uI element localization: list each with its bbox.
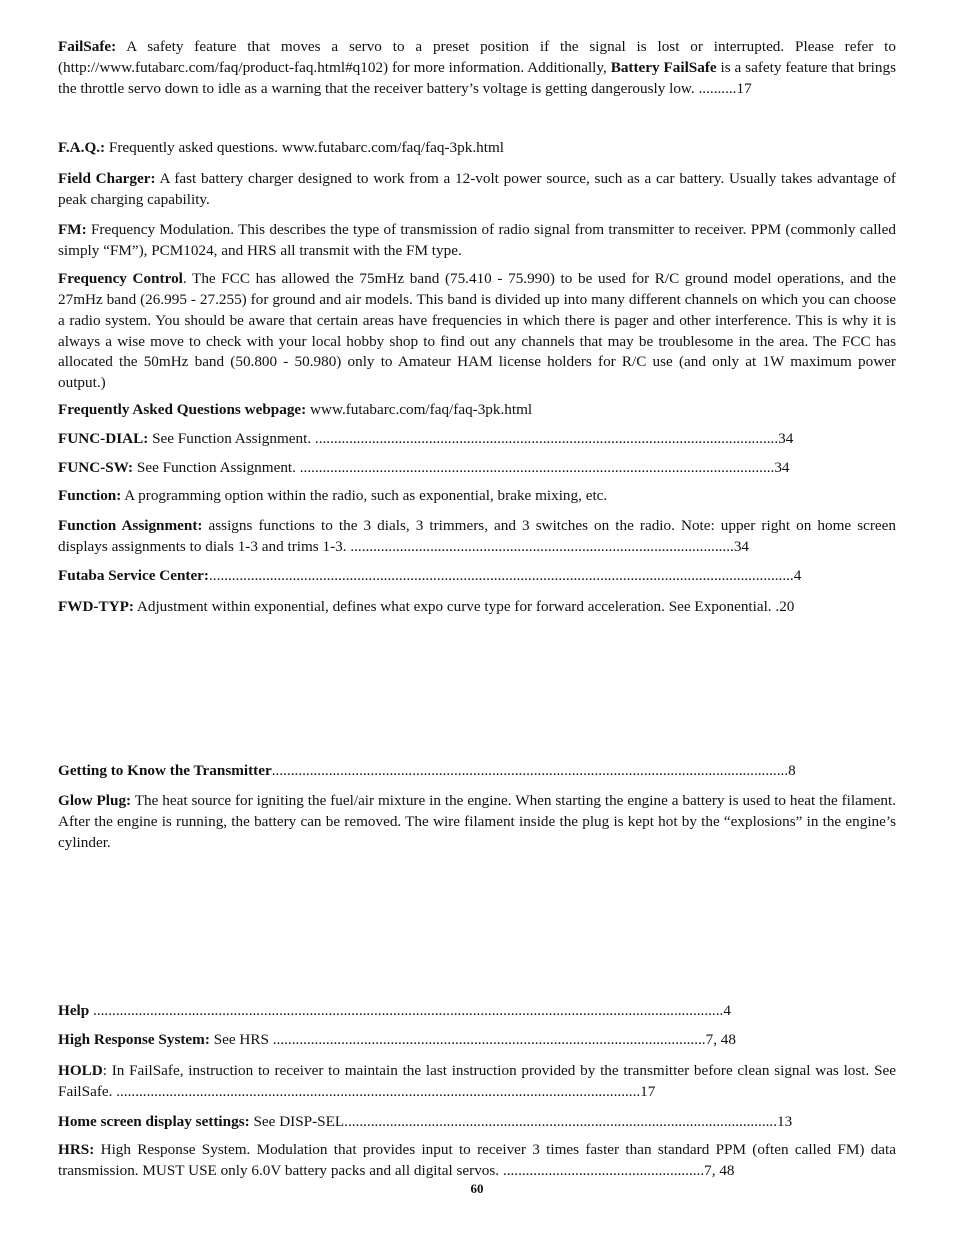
entry-func-sw bbox=[58, 458, 896, 479]
entry-high-response-system bbox=[58, 1030, 896, 1051]
definition-field-charger: A fast battery charger designed to work from a 12-volt power source, such as a car battery. Usually takes advantage of peak charging capability. bbox=[58, 170, 896, 208]
definition-failsafe: A safety feature that moves a servo to a preset position if the signal is lost or interrupted. Please refer to (http://www.futabarc.com/faq/product-faq.html#q102) for more information. Additionally, bbox=[58, 38, 896, 76]
definition-home-screen: See DISP-SEL..................................................................................................................13 bbox=[249, 1113, 793, 1131]
entry-help bbox=[58, 1001, 896, 1022]
definition-glow-plug: The heat source for igniting the fuel/air mixture in the engine. When starting the engine a battery is used to heat the filament. After the engine is running, the battery can be removed. The wire filament inside the plug is kept hot by the “explosions” in the engine’s cylinder. bbox=[58, 792, 896, 851]
entry-futaba-service-center bbox=[58, 566, 896, 587]
term-faq: F.A.Q.: bbox=[58, 139, 106, 157]
entry-hold bbox=[58, 1061, 896, 1103]
term-glow-plug: Glow Plug: bbox=[58, 792, 132, 810]
definition-fwd-typ: Adjustment within exponential, defines what expo curve type for forward acceleration. See Exponential. .20 bbox=[133, 598, 795, 616]
definition-fm: Frequency Modulation. This describes the type of transmission of radio signal from transmitter to receiver. PPM (commonly called simply “FM”), PCM1024, and HRS all transmit with the FM type. bbox=[58, 221, 896, 259]
entry-fwd-typ bbox=[58, 597, 896, 618]
definition-battery-failsafe: is a safety feature that brings the throttle servo down to idle as a warning that the receiver battery’s voltage is getting dangerously low. ..........17 bbox=[58, 58, 896, 97]
definition-func-dial: See Function Assignment. ..........................................................................................................................34 bbox=[148, 430, 794, 448]
entry-glow-plug bbox=[58, 791, 896, 853]
term-futaba-service-center: Futaba Service Center: bbox=[58, 567, 209, 585]
term-faq-webpage: Frequently Asked Questions webpage: bbox=[58, 401, 307, 419]
term-func-sw: FUNC-SW: bbox=[58, 459, 134, 477]
entry-home-screen bbox=[58, 1112, 896, 1133]
term-fm: FM: bbox=[58, 221, 87, 239]
definition-faq-webpage: www.futabarc.com/faq/faq-3pk.html bbox=[306, 401, 533, 419]
term-hrs: HRS: bbox=[58, 1141, 95, 1159]
entry-field-charger bbox=[58, 169, 896, 211]
definition-frequency-control: . The FCC has allowed the 75mHz band (75.410 - 75.990) to be used for R/C ground model operations, and the 27mHz band (26.995 - 27.255) for ground and air models. This band is divided up into many different channels on which you can choose a radio system. You should be aware that certain areas have frequencies in which there is pager and other interference. This is why it is always a wise move to check with your local hobby shop to find out any channels that may be troublesome in the area. The FCC has allocated the 50mHz band (50.800 - 50.980) only to Amateur HAM license holders for R/C use (and only at 1W maximum power output.) bbox=[58, 270, 897, 392]
entry-function-assignment bbox=[58, 516, 896, 558]
term-high-response-system: High Response System: bbox=[58, 1031, 210, 1049]
term-help: Help bbox=[58, 1002, 90, 1020]
entry-func-dial bbox=[58, 429, 896, 450]
term-battery-failsafe: Battery FailSafe bbox=[610, 58, 717, 76]
definition-futaba-service-center: ..........................................................................................................................................................4 bbox=[209, 567, 802, 585]
definition-hold: : In FailSafe, instruction to receiver to maintain the last instruction provided by the transmitter before clean signal was lost. See FailSafe. ..........................................................................................................................................17 bbox=[58, 1062, 896, 1100]
entry-getting-to-know bbox=[58, 761, 896, 782]
definition-high-response-system: See HRS ..................................................................................................................7, 48 bbox=[209, 1031, 736, 1049]
term-fwd-typ: FWD-TYP: bbox=[58, 598, 134, 616]
entry-fm bbox=[58, 220, 896, 262]
definition-getting-to-know: ........................................................................................................................................8 bbox=[271, 762, 796, 780]
page-number: 60 bbox=[470, 1181, 484, 1196]
term-function: Function: bbox=[58, 487, 122, 505]
definition-faq: Frequently asked questions. www.futabarc.com/faq/faq-3pk.html bbox=[105, 139, 504, 157]
entry-frequency-control bbox=[58, 269, 896, 394]
term-field-charger: Field Charger: bbox=[58, 170, 156, 188]
entry-function bbox=[58, 486, 896, 507]
term-frequency-control: Frequency Control bbox=[58, 270, 183, 288]
definition-function-assignment: assigns functions to the 3 dials, 3 trimmers, and 3 switches on the radio. Note: upper right on home screen displays assignments to dials 1-3 and trims 1-3. .....................................................................................................34 bbox=[58, 517, 896, 555]
term-failsafe: FailSafe: bbox=[58, 38, 117, 56]
entry-faq-webpage bbox=[58, 400, 896, 421]
term-hold: HOLD bbox=[58, 1062, 103, 1080]
term-home-screen: Home screen display settings: bbox=[58, 1113, 250, 1131]
term-func-dial: FUNC-DIAL: bbox=[58, 430, 149, 448]
definition-func-sw: See Function Assignment. .............................................................................................................................34 bbox=[133, 459, 790, 477]
term-function-assignment: Function Assignment: bbox=[58, 517, 203, 535]
entry-faq bbox=[58, 138, 896, 159]
term-getting-to-know: Getting to Know the Transmitter bbox=[58, 762, 272, 780]
entry-failsafe bbox=[58, 37, 896, 99]
entry-hrs bbox=[58, 1140, 896, 1182]
definition-help: ......................................................................................................................................................................4 bbox=[89, 1002, 731, 1020]
definition-function: A programming option within the radio, such as exponential, brake mixing, etc. bbox=[121, 487, 608, 505]
definition-hrs: High Response System. Modulation that provides input to receiver 3 times faster than standard PPM (often called FM) data transmission. MUST USE only 6.0V battery packs and all digital servos. .....................................................7, 48 bbox=[58, 1141, 896, 1179]
